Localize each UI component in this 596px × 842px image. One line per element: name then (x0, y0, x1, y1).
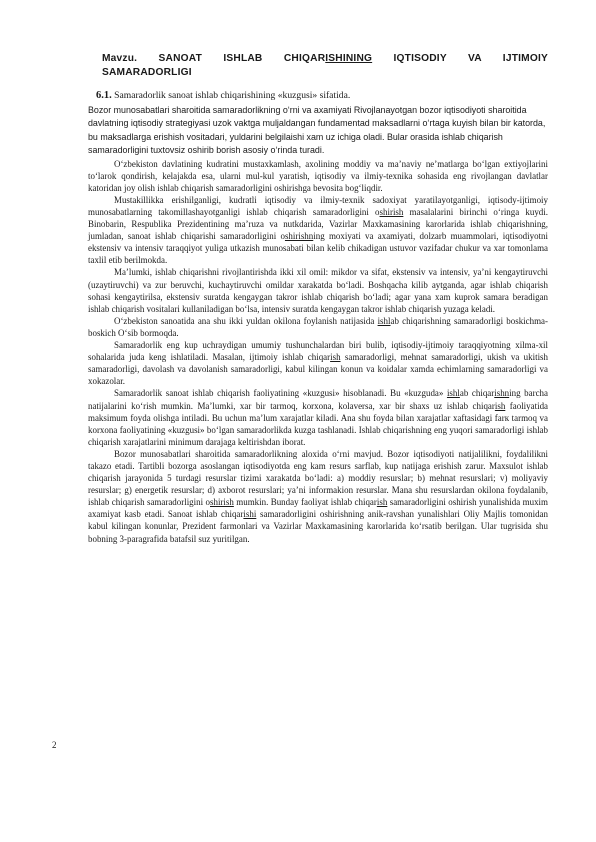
paragraph-4: O‘zbekiston sanoatida ana shu ikki yuldan okilona foylanish natijasida ishlab chiqarishning samaradorligi boskichma-boskich O‘sib bormoqda. (88, 315, 548, 338)
document-page (88, 52, 548, 545)
intro-paragraph: Bozor munosabatlari sharoitida samaradorlikning o‘rni va axamiyati Rivojlanayotgan bozor iqtisodiyoti sharoitida davlatning iqtisodiy strategiyasi uzok vaktga muljaldangan fundamentad maksadlarni o‘rtaga kuyish bilan bir katorda, bu maksadlarga erishish vositadari, yuldarini belgilaishi xam uz ichiga oladi. Bular orasida ishlab chiqarish samaradorligini tuxtovsiz oshirib borish asosiy o‘rinda turadi. (88, 105, 546, 156)
title-line-2: SAMARADORLIGI (102, 67, 192, 78)
section-number: 6.1. (96, 90, 112, 101)
paragraph-1: O‘zbekiston davlatining kudratini mustaxkamlash, axolining moddiy va ma’naviy ne’matlarga bo‘lgan extiyojlarini to‘larok qondirish, kelajakda esa, ularni mul-kul yaratish, iqtisodiy va ilmiy-texnika sohasida eng rivojlangan davlatlar katoridan joy olish ishlab chiqarish samaradorligini oshirishga bevosita bog‘liqdir. (88, 158, 548, 193)
paragraph-2: Mustakillikka erishilganligi, kudratli iqtisodiy va ilmiy-texnik sadoxiyat yaratilayotganligi, iqtisody-ijtimoiy munosabatlarning takomillashayotganligi ishlab chiqarish samaradorligini oshirish masalalarini birinchi o‘ringa kuydi. Binobarin, Respublika Prezidentining ma’ruza va nutkdarida, Vazirlar Maxkamasining karorlarida ishlab chiqarishning, jumladan, sanoat ishlab chiqarishi samaradorligini oshirishning moxiyati va axamiyati, dolzarb muammolari, iqtisodiyotni ekstensiv va intensiv taraqqiyot yuliga utkazish munosabati bilan kelib chikadigan ustuvor vazifadar chukur va xar tomonlama taxlil etib berilmokda. (88, 194, 548, 266)
paragraph-7: Bozor munosabatlari sharoitida samaradorlikning aloxida o‘rni mavjud. Bozor iqtisodiyoti natijalilikni, foydalilikni takazo etadi. Tartibli bozorga asoslangan iqtisodiyotda eng kam resurs sarflab, kup natijaga erishish zarur. Maxsulot ishlab chiqarish jarayonida 5 turdagi resurslar tizimi xarakatda bo‘ladi: a) moddiy resurslar; b) mehnat resurslari; v) moliyaviy resurslar; g) energetik resurslar; d) axborot resurslari; ya’ni informakion resurslar. Mana shu resurslardan okilona foydalanib, ishlab chiqarish samaradorligini oshirish mumkin. Bunday faoliyat ishlab chiqarish samaradorligini oshirish yunalishida muxim axamiyat kasb etadi. Sanoat ishlab chiqarishi samaradorligini oshirishning anik-ravshan yunalishlari Oliy Majlis tomonidan kabul kilingan konunlar, Prezident farmonlari va Vazirlar Maxkamasining karorlarida ko‘rsatib berilgan. Ular tugrisida shu bobning 3-paragrafida batafsil suz yuritilgan. (88, 448, 548, 544)
paragraph-3: Ma’lumki, ishlab chiqarishni rivojlantirishda ikki xil omil: mikdor va sifat, ekstensiv va intensiv, ya’ni kengaytiruvchi (uzaytiruvchi) va zur beruvchi, kuchaytiruvchi omildar xarakatda bo‘ladi. Boshqacha kilib aytganda, agar ishlab chiqarish sohasi kengaytirilsa, ekstensiv suratda kengaygan takror ishlab chiqarish bo‘ladi; agar yana xam kuprok samara beradigan ishlab chiqarish vositalari kullaniladigan bo‘lsa, intensiv suratda kengaygan takror ishlab chiqarish yuzaga keladi. (88, 267, 548, 314)
page-number: 2 (52, 740, 57, 750)
section-heading (96, 90, 548, 102)
paragraph-6: Samaradorlik sanoat ishlab chiqarish faoliyatining «kuzgusi» hisoblanadi. Bu «kuzguda» ishlab chiqarishning barcha natijalarini ko‘rish mumkin. Ma’lumki, xar bir tarmoq, korxona, kolaversa, xar bir shaxs uz ishlab chiqarish faoliyatida maksimum foyda olishga intiladi. Bu uchun ma’lum xarajatlar kiladi. Ana shu foyda bilan xarajatlar xaftasidagi farк tarmoq va korxona faoliyatining «kuzgusi» bo‘lgan samaradorlikda kuzga tashlanadi. Ishlab chiqarishning eng yuqori samaradorligi ishlab chiqarish xarajatlarini minimum darajaga keltirishdan iborat. (88, 388, 549, 447)
title-line-1: Mavzu. SANOAT ISHLAB CHIQARISHINING IQTISODIY VA IJTIMOIY (102, 53, 548, 64)
document-title (102, 52, 548, 80)
section-title: Samaradorlik sanoat ishlab chiqarishining «kuzgusi» sifatida. (114, 90, 351, 101)
paragraph-5: Samaradorlik eng kup uchraydigan umumiy tushunchalardan biri bulib, iqtisodiy-ijtimoiy taraqqiyotning xilma-xil sohalarida juda keng ishlatiladi. Masalan, ijtimoiy ishlab chiqarish samaradorligi, mehnat samaradorligi, ukish va ukitish samaradorligi, davolash va davolanish samaradorligi, kabul kilingan konun va koidalar xamda echimlarning samaradorligi va xokazolar. (88, 340, 548, 387)
